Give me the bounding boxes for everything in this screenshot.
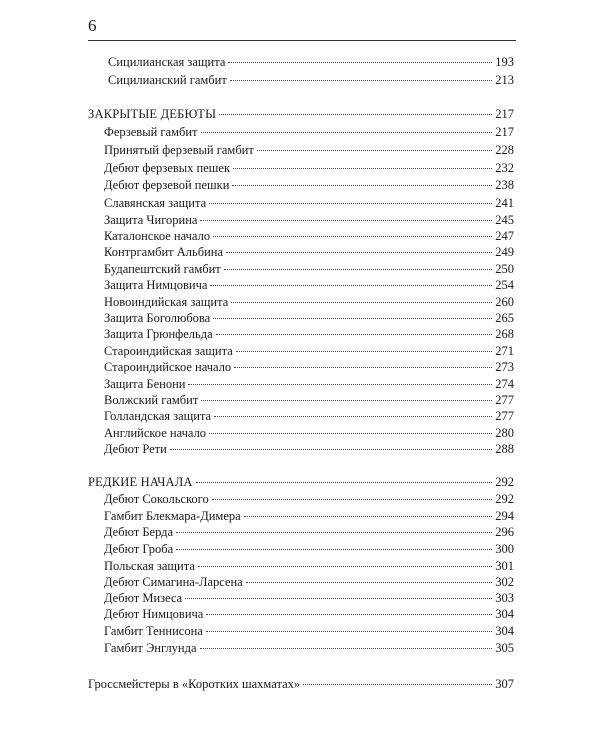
toc-entry [104, 160, 514, 176]
dot-leader [226, 252, 492, 253]
toc-entry-page: 301 [495, 559, 514, 573]
toc-entry-label: Сицилианская защита [108, 55, 226, 69]
toc-entry-label: Принятый ферзевый гамбит [104, 143, 254, 157]
dot-leader [200, 648, 493, 649]
toc-entry-label: Дебют Симагина-Ларсена [104, 575, 243, 589]
section-title: ЗАКРЫТЫЕ ДЕБЮТЫ [88, 107, 217, 121]
dot-leader [231, 302, 492, 303]
toc-entry-page: 260 [495, 295, 514, 309]
toc-entry-label: Дебют Мизеса [104, 591, 183, 605]
dot-leader [213, 236, 492, 237]
toc-entry [104, 574, 514, 590]
toc-entry [104, 228, 514, 244]
toc-entry-page: 296 [495, 525, 514, 539]
toc-entry-page: 300 [495, 542, 514, 556]
toc-entry [104, 177, 514, 193]
toc-entry-label: Английское начало [104, 426, 207, 440]
toc-entry [108, 72, 514, 88]
toc-entry-label: Сицилианский гамбит [108, 73, 227, 87]
dot-leader [210, 285, 492, 286]
toc-entry [108, 54, 514, 70]
toc-entry-page: 241 [495, 196, 514, 210]
dot-leader [236, 351, 492, 352]
toc-entry-page: 271 [495, 344, 514, 358]
dot-leader [216, 334, 493, 335]
toc-entry [104, 392, 514, 408]
toc-entry-page: 292 [495, 492, 514, 506]
toc-entry-page: 280 [495, 426, 514, 440]
toc-entry-label: Контргамбит Альбина [104, 245, 223, 259]
page-number: 6 [88, 16, 97, 35]
toc-entry-page: 273 [495, 360, 514, 374]
toc-entry-page: 254 [495, 278, 514, 292]
toc-entry-page: 307 [495, 677, 514, 691]
dot-leader [176, 532, 492, 533]
toc-entry-page: 302 [495, 575, 514, 589]
dot-leader [219, 114, 492, 115]
toc-entry-page: 193 [495, 55, 514, 69]
toc-entry-page: 294 [495, 509, 514, 523]
dot-leader [212, 499, 493, 500]
toc-entry [104, 541, 514, 557]
toc-entry [104, 623, 514, 639]
toc-entry [104, 343, 514, 359]
toc-entry-label: Гамбит Блекмара-Димера [104, 509, 241, 523]
dot-leader [206, 631, 492, 632]
toc-entry-page: 304 [495, 607, 514, 621]
toc-entry [104, 261, 514, 277]
toc-entry-label: Защита Грюнфельда [104, 327, 213, 341]
toc-entry-label: Староиндийское начало [104, 360, 232, 374]
toc-entry [104, 491, 514, 507]
toc-entry-page: 249 [495, 245, 514, 259]
toc-entry-page: 265 [495, 311, 514, 325]
toc-entry-page: 277 [495, 393, 514, 407]
toc-entry-page: 277 [495, 409, 514, 423]
dot-leader [257, 150, 492, 151]
toc-entry-page: 274 [495, 377, 514, 391]
toc-entry [104, 425, 514, 441]
dot-leader [209, 203, 492, 204]
toc-entry-label: Дебют ферзевой пешки [104, 178, 230, 192]
toc-entry-page: 305 [495, 641, 514, 655]
toc-entry [104, 195, 514, 211]
toc-entry-label: Дебют Нимцовича [104, 607, 204, 621]
toc-entry-label: Будапештский гамбит [104, 262, 221, 276]
dot-leader [188, 384, 492, 385]
toc-entry-page: 245 [495, 213, 514, 227]
toc-entry-page: 232 [495, 161, 514, 175]
toc-entry-label: Защита Нимцовича [104, 278, 208, 292]
dot-leader [176, 549, 492, 550]
toc-entry-label: Гамбит Теннисона [104, 624, 203, 638]
dot-leader [209, 433, 492, 434]
toc-entry [104, 558, 514, 574]
toc-entry-page: 228 [495, 143, 514, 157]
toc-entry-label: Староиндийская защита [104, 344, 233, 358]
dot-leader [200, 220, 492, 221]
toc-entry [104, 441, 514, 457]
toc-entry [104, 326, 514, 342]
toc-entry-label: Гамбит Энглунда [104, 641, 197, 655]
dot-leader [170, 449, 492, 450]
toc-entry-page: 213 [495, 73, 514, 87]
toc-entry-label: Гроссмейстеры в «Коротких шахматах» [88, 677, 301, 691]
toc-entry-label: Польская защита [104, 559, 195, 573]
dot-leader [232, 185, 492, 186]
toc-entry-label: Ферзевый гамбит [104, 125, 198, 139]
toc-entry-page: 303 [495, 591, 514, 605]
dot-leader [201, 400, 492, 401]
dot-leader [201, 132, 493, 133]
section-title: РЕДКИЕ НАЧАЛА [88, 475, 193, 489]
toc-entry-label: Новоиндийская защита [104, 295, 229, 309]
dot-leader [244, 516, 493, 517]
dot-leader [196, 482, 493, 483]
toc-entry-label: Защита Боголюбова [104, 311, 211, 325]
toc-entry-label: Защита Чигорина [104, 213, 198, 227]
toc-entry [104, 244, 514, 260]
toc-entry-label: Волжский гамбит [104, 393, 199, 407]
toc-entry [104, 124, 514, 140]
dot-leader [228, 62, 492, 63]
toc-entry-label: Каталонское начало [104, 229, 211, 243]
toc-entry [104, 590, 514, 606]
section-page: 217 [495, 107, 514, 121]
toc-entry [104, 310, 514, 326]
dot-leader [233, 168, 492, 169]
dot-leader [213, 318, 492, 319]
dot-leader [234, 367, 492, 368]
toc-entry [104, 277, 514, 293]
toc-entry [104, 359, 514, 375]
toc-entry-page: 238 [495, 178, 514, 192]
toc-entry [104, 524, 514, 540]
toc-entry-label: Дебют ферзевых пешек [104, 161, 231, 175]
toc-entry [104, 376, 514, 392]
toc-entry-page: 217 [495, 125, 514, 139]
dot-leader [224, 269, 492, 270]
toc-entry [104, 142, 514, 158]
toc-entry-grandmasters [88, 676, 514, 692]
toc-entry-label: Дебют Берда [104, 525, 174, 539]
toc-entry-page: 250 [495, 262, 514, 276]
toc-entry-page: 288 [495, 442, 514, 456]
section-page: 292 [495, 475, 514, 489]
dot-leader [185, 598, 492, 599]
dot-leader [303, 684, 492, 685]
toc-entry [104, 508, 514, 524]
dot-leader [198, 566, 492, 567]
toc-entry-page: 268 [495, 327, 514, 341]
toc-entry [104, 294, 514, 310]
toc-entry [104, 640, 514, 656]
section-heading-rare-openings [88, 474, 514, 490]
toc-entry-page: 304 [495, 624, 514, 638]
toc-entry-label: Дебют Гроба [104, 542, 174, 556]
toc-entry-page: 247 [495, 229, 514, 243]
dot-leader [214, 416, 492, 417]
toc-entry-label: Дебют Сокольского [104, 492, 209, 506]
dot-leader [206, 614, 492, 615]
toc-entry-label: Голландская защита [104, 409, 212, 423]
dot-leader [246, 582, 493, 583]
dot-leader [230, 80, 492, 81]
toc-entry-label: Защита Бенони [104, 377, 186, 391]
section-heading-closed-openings [88, 106, 514, 122]
toc-entry [104, 606, 514, 622]
toc-entry [104, 212, 514, 228]
toc-entry [104, 408, 514, 424]
toc-entry-label: Славянская защита [104, 196, 207, 210]
toc-entry-label: Дебют Рети [104, 442, 167, 456]
